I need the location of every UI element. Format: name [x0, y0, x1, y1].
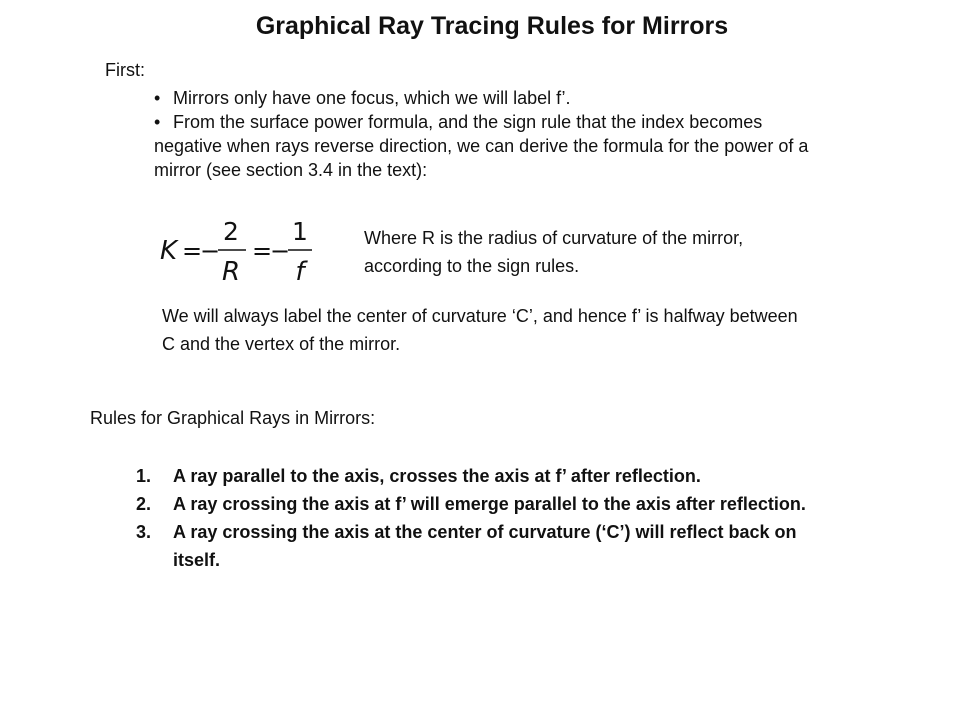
rule-number: 1.	[136, 466, 152, 486]
first-label: First:	[105, 60, 145, 80]
formula-frac2-denominator: f	[295, 257, 305, 286]
formula-equals-2: =	[252, 237, 273, 265]
rule-number: 3.	[136, 522, 152, 542]
rules-list	[136, 462, 826, 574]
formula-minus-2: −	[270, 237, 291, 265]
formula-frac1-denominator: R	[221, 257, 241, 286]
bullet-text: Mirrors only have one focus, which we will label f’.	[173, 88, 571, 108]
rule-text: A ray crossing the axis at f’ will emerge parallel to the axis after reflection.	[173, 494, 806, 514]
rule-item	[136, 518, 826, 574]
mirror-power-formula	[160, 214, 320, 286]
rule-number: 2.	[136, 494, 152, 514]
bullet-one-focus	[154, 86, 814, 110]
rule-text: A ray crossing the axis at the center of curvature (‘C’) will reflect back on itself.	[173, 522, 797, 570]
formula-equals-1: =	[182, 237, 203, 265]
formula-frac2-numerator: 1	[292, 217, 308, 246]
rule-text: A ray parallel to the axis, crosses the axis at f’ after reflection.	[173, 466, 701, 486]
rule-item	[136, 462, 826, 490]
rule-item	[136, 490, 826, 518]
slide-title: Graphical Ray Tracing Rules for Mirrors	[255, 12, 729, 40]
bullet-surface-power	[154, 110, 814, 182]
formula-frac1-numerator: 2	[223, 217, 239, 246]
bullet-text: From the surface power formula, and the sign rule that the index becomes negative when rays reverse direction, we can derive the formula for the power of a mirror (see section 3.4 in the text):	[154, 112, 809, 180]
formula-minus-1: −	[200, 237, 221, 265]
center-of-curvature-note: We will always label the center of curvature ‘C’, and hence f’ is halfway between C and the vertex of the mirror.	[162, 306, 798, 354]
rules-heading: Rules for Graphical Rays in Mirrors:	[90, 408, 376, 428]
formula-description: Where R is the radius of curvature of the mirror, according to the sign rules.	[364, 228, 744, 276]
bullet-dot: •	[154, 88, 161, 108]
bullet-dot: •	[154, 112, 161, 132]
intro-bullet-list	[154, 86, 814, 182]
formula-k: K	[160, 236, 178, 266]
